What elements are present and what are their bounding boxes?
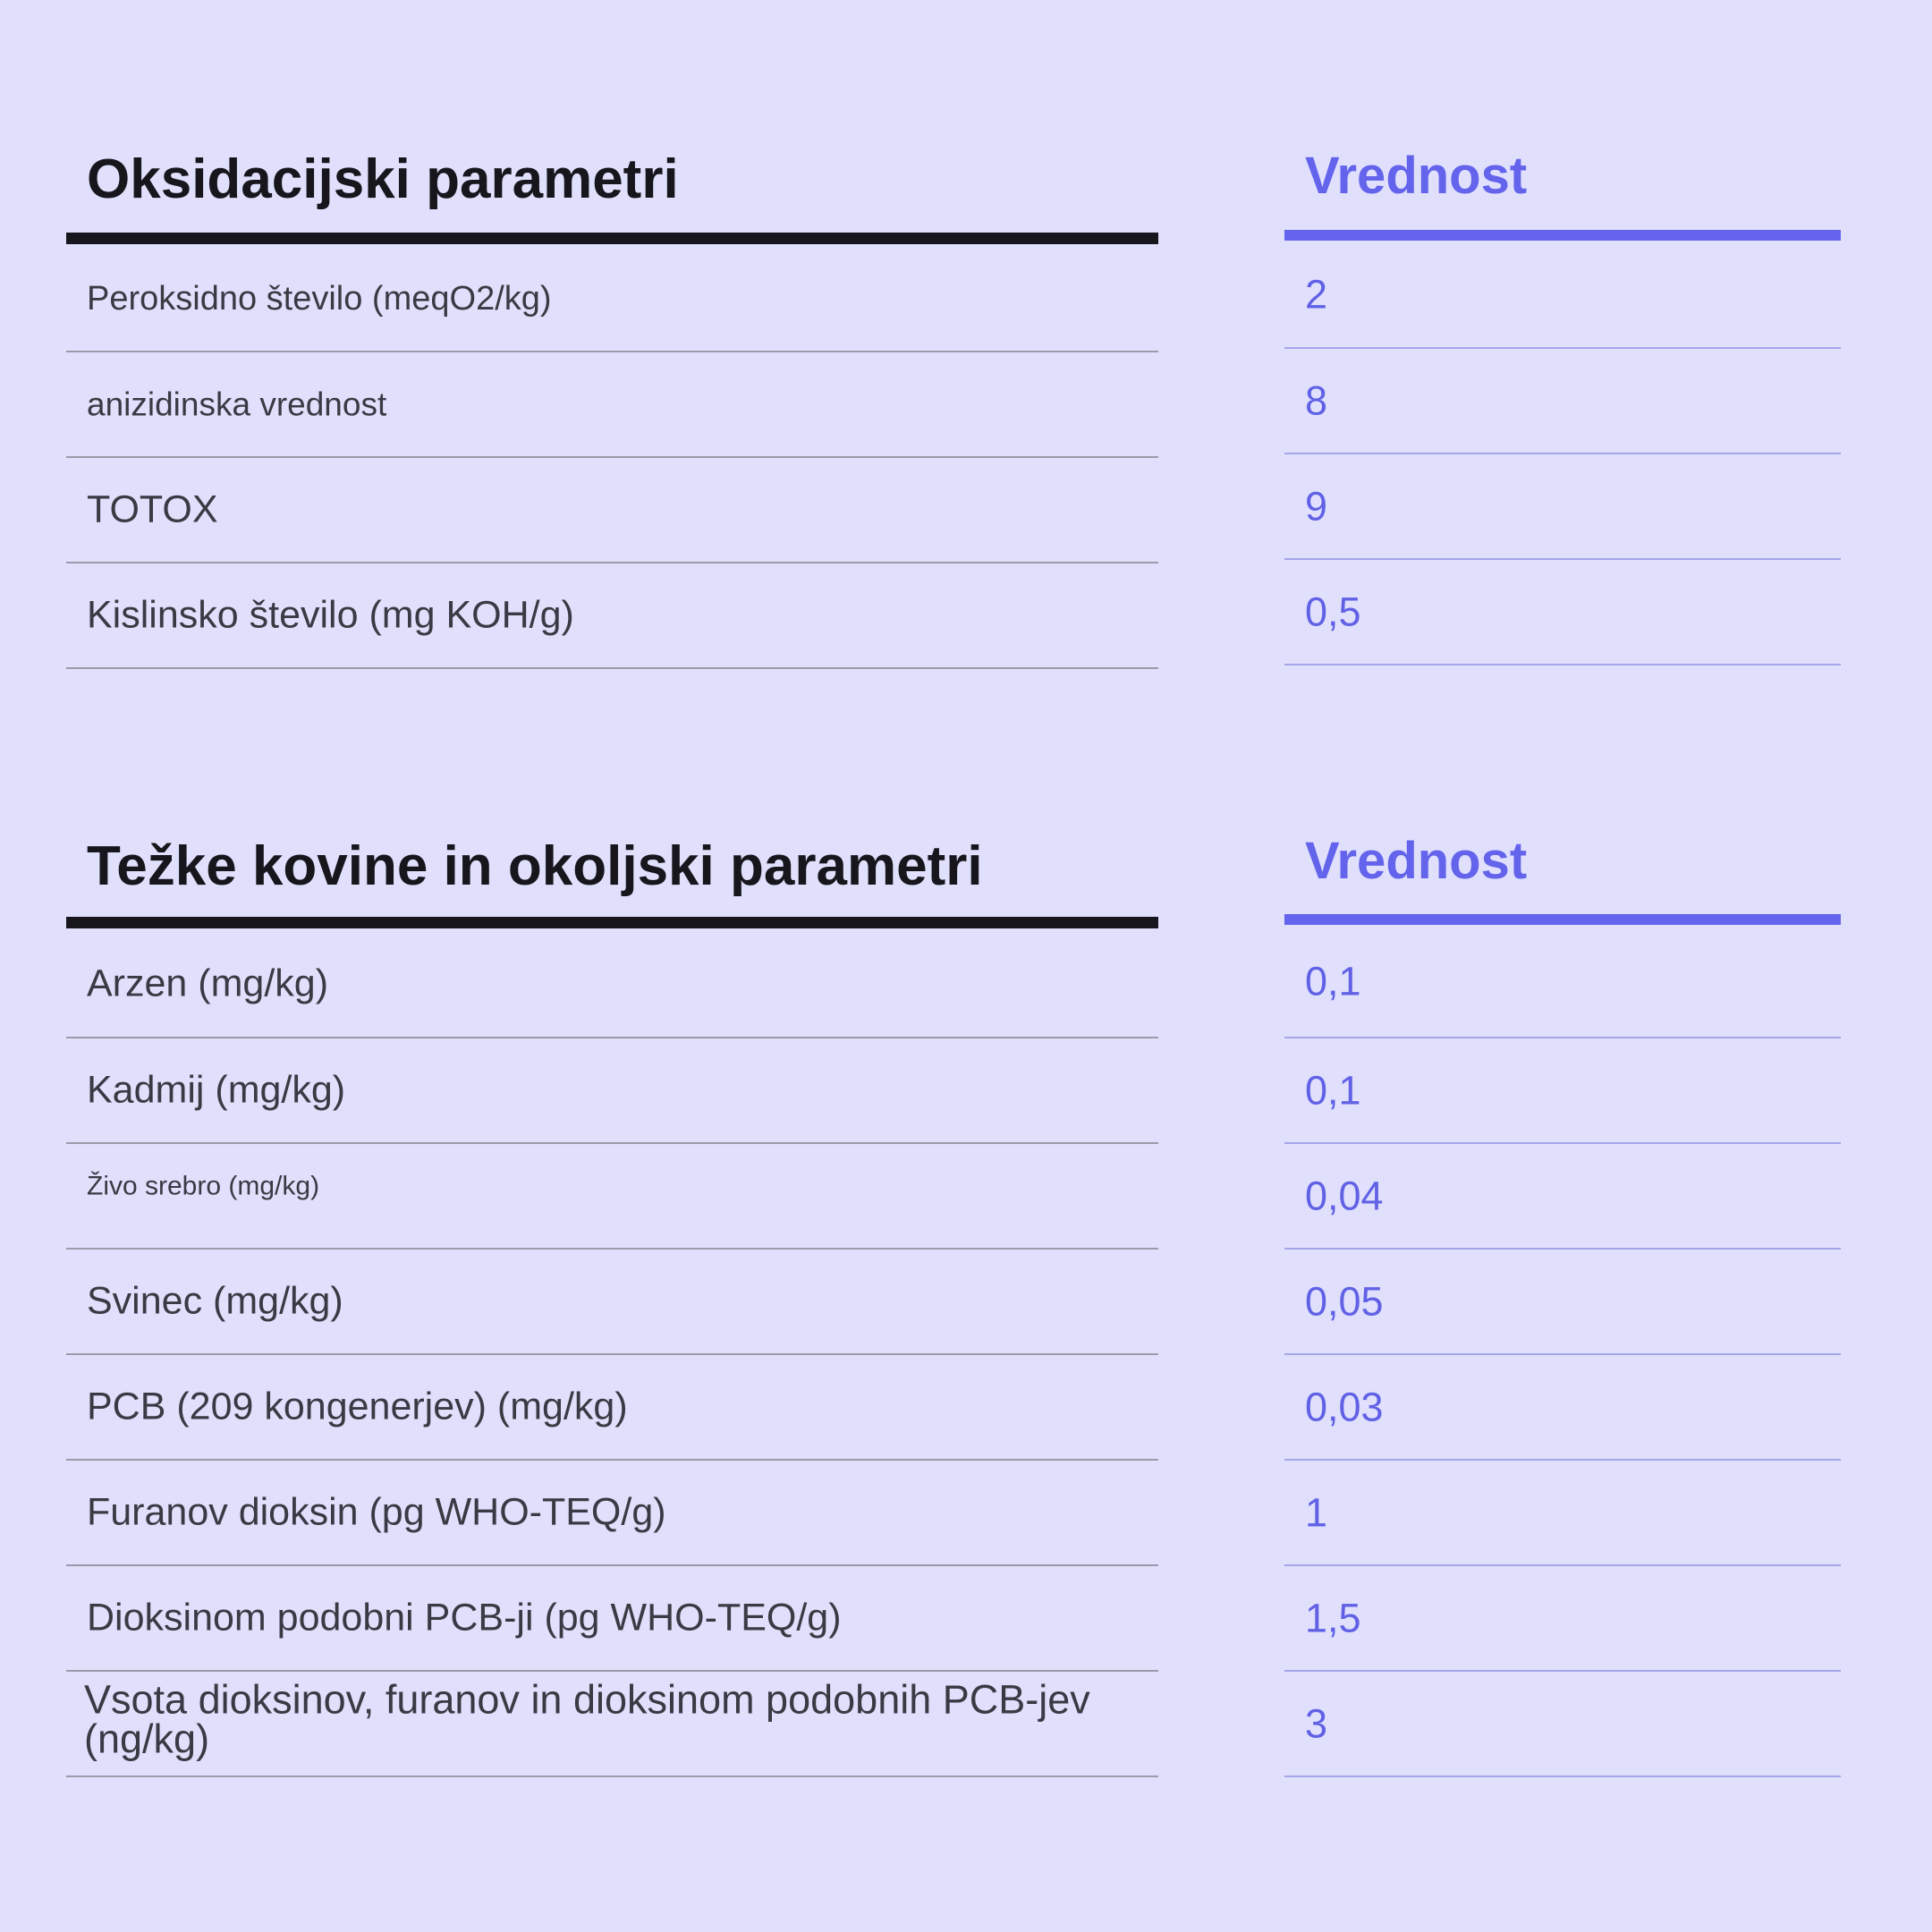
heavy-metals-section — [0, 680, 1932, 1843]
table-row — [66, 246, 1158, 352]
table-row — [1284, 926, 1841, 1038]
row-label: Arzen (mg/kg) — [87, 962, 329, 1004]
row-value: 0,1 — [1305, 1067, 1361, 1114]
row-value: 3 — [1305, 1700, 1328, 1747]
row-label: Dioksinom podobni PCB-ji (pg WHO-TEQ/g) — [87, 1596, 842, 1640]
row-label: Svinec (mg/kg) — [87, 1279, 343, 1323]
heading-rule — [66, 233, 1158, 244]
row-value: 0,05 — [1305, 1278, 1384, 1325]
table-row — [1284, 1566, 1841, 1672]
table-row — [66, 1038, 1158, 1144]
table-row — [1284, 349, 1841, 454]
table-row — [66, 1250, 1158, 1355]
row-value: 0,1 — [1305, 958, 1361, 1004]
table-row — [1284, 1355, 1841, 1461]
table-row — [66, 1144, 1158, 1250]
row-value: 1 — [1305, 1489, 1328, 1536]
table-row — [66, 458, 1158, 564]
row-label: Furanov dioksin (pg WHO-TEQ/g) — [87, 1490, 666, 1534]
value-header: Vrednost — [1305, 147, 1528, 205]
table-row — [1284, 1038, 1841, 1144]
table-row — [66, 1355, 1158, 1461]
row-label: Živo srebro (mg/kg) — [87, 1171, 320, 1201]
value-header-rule — [1284, 230, 1841, 241]
row-value: 9 — [1305, 483, 1328, 530]
row-value: 2 — [1305, 271, 1328, 318]
table-row — [66, 564, 1158, 669]
table-row — [66, 352, 1158, 458]
row-value: 1,5 — [1305, 1595, 1361, 1641]
value-header-rule — [1284, 914, 1841, 925]
table-row — [1284, 454, 1841, 560]
row-value: 0,5 — [1305, 589, 1361, 635]
table-row — [1284, 1250, 1841, 1355]
table-row — [1284, 1144, 1841, 1250]
section-title: Oksidacijski parametri — [87, 148, 679, 210]
table-row — [66, 930, 1158, 1038]
table-row — [66, 1672, 1158, 1777]
row-label: Vsota dioksinov, furanov in dioksinom podobnih PCB-jev (ng/kg) — [84, 1676, 1090, 1762]
table-row — [1284, 560, 1841, 665]
value-header: Vrednost — [1305, 832, 1528, 890]
table-row — [66, 1461, 1158, 1566]
table-row — [1284, 242, 1841, 349]
row-label: Kislinsko število (mg KOH/g) — [87, 593, 574, 637]
value-column — [1284, 0, 1841, 680]
row-value: 0,03 — [1305, 1384, 1384, 1430]
row-label: Peroksidno število (meqO2/kg) — [87, 279, 552, 318]
heading-rule — [66, 917, 1158, 928]
section-title: Težke kovine in okoljski parametri — [87, 835, 983, 897]
row-value: 0,04 — [1305, 1173, 1384, 1219]
value-column — [1284, 680, 1841, 1843]
table-row — [1284, 1672, 1841, 1777]
parameter-column — [66, 680, 1158, 1843]
row-label: TOTOX — [87, 487, 218, 531]
table-row — [66, 1566, 1158, 1672]
row-label: PCB (209 kongenerjev) (mg/kg) — [87, 1385, 628, 1428]
parameter-column — [66, 0, 1158, 680]
oxidation-section — [0, 0, 1932, 680]
row-label: anizidinska vrednost — [87, 386, 387, 423]
table-row — [1284, 1461, 1841, 1566]
row-label: Kadmij (mg/kg) — [87, 1068, 346, 1112]
row-value: 8 — [1305, 377, 1328, 424]
